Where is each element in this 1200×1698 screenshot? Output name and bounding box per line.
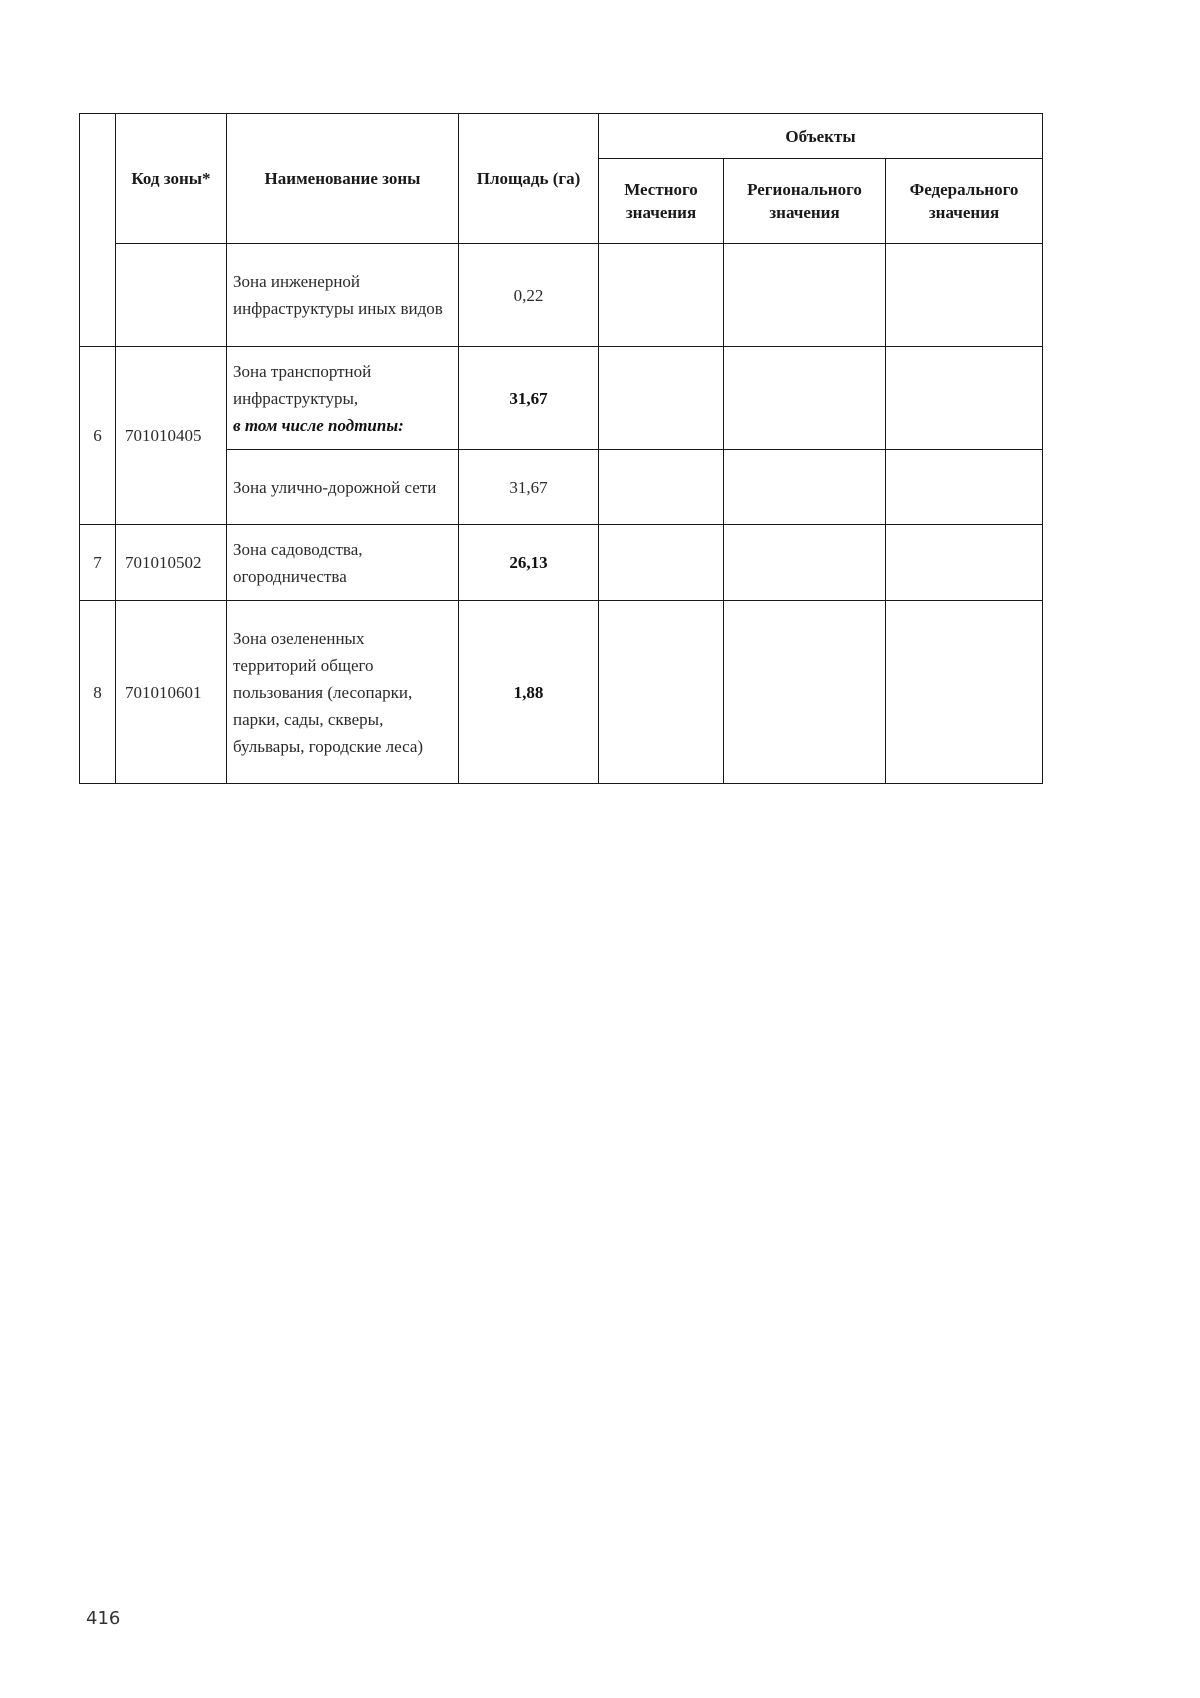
local-cell (599, 347, 724, 450)
federal-cell (886, 450, 1043, 525)
table-row (80, 601, 1043, 784)
zone-name-cell: Зона улично-дорожной сети (227, 450, 459, 525)
zones-table (79, 113, 1043, 784)
regional-cell (724, 525, 886, 601)
local-cell (599, 525, 724, 601)
area-cell: 26,13 (459, 525, 599, 601)
local-cell (599, 601, 724, 784)
header-row (80, 114, 1043, 159)
header-regional: Регионального значения (724, 159, 886, 244)
federal-cell (886, 525, 1043, 601)
zone-name-cell: Зона инженерной инфраструктуры иных видов (227, 244, 459, 347)
local-cell (599, 244, 724, 347)
zone-code-cell: 701010405 (116, 347, 227, 525)
zone-name-cell (227, 347, 459, 450)
page-number: 416 (86, 1608, 121, 1629)
table-row (80, 244, 1043, 347)
header-federal: Федерального значения (886, 159, 1043, 244)
zone-name-text: Зона транспортной инфраструктуры, (233, 361, 372, 408)
header-zone-name: Наименование зоны (227, 114, 459, 244)
regional-cell (724, 347, 886, 450)
regional-cell (724, 601, 886, 784)
row-number-cell: 6 (80, 347, 116, 525)
row-number-cell: 8 (80, 601, 116, 784)
zone-code-cell: 701010502 (116, 525, 227, 601)
federal-cell (886, 244, 1043, 347)
header-zone-code: Код зоны* (116, 114, 227, 244)
table-row (80, 347, 1043, 450)
regional-cell (724, 244, 886, 347)
federal-cell (886, 347, 1043, 450)
row-number-cell: 7 (80, 525, 116, 601)
area-cell: 31,67 (459, 347, 599, 450)
area-cell: 0,22 (459, 244, 599, 347)
zone-code-cell (116, 244, 227, 347)
header-num (80, 114, 116, 347)
area-cell: 1,88 (459, 601, 599, 784)
zone-name-cell: Зона садоводства, огородничества (227, 525, 459, 601)
header-area: Площадь (га) (459, 114, 599, 244)
zone-code-cell: 701010601 (116, 601, 227, 784)
table-row (80, 525, 1043, 601)
header-local: Местного значения (599, 159, 724, 244)
regional-cell (724, 450, 886, 525)
area-cell: 31,67 (459, 450, 599, 525)
subtypes-label: в том числе подтипы: (233, 415, 404, 435)
header-objects: Объекты (599, 114, 1043, 159)
federal-cell (886, 601, 1043, 784)
zone-name-cell: Зона озелененных территорий общего пользования (лесопарки, парки, сады, скверы, бульвары, городские леса) (227, 601, 459, 784)
local-cell (599, 450, 724, 525)
